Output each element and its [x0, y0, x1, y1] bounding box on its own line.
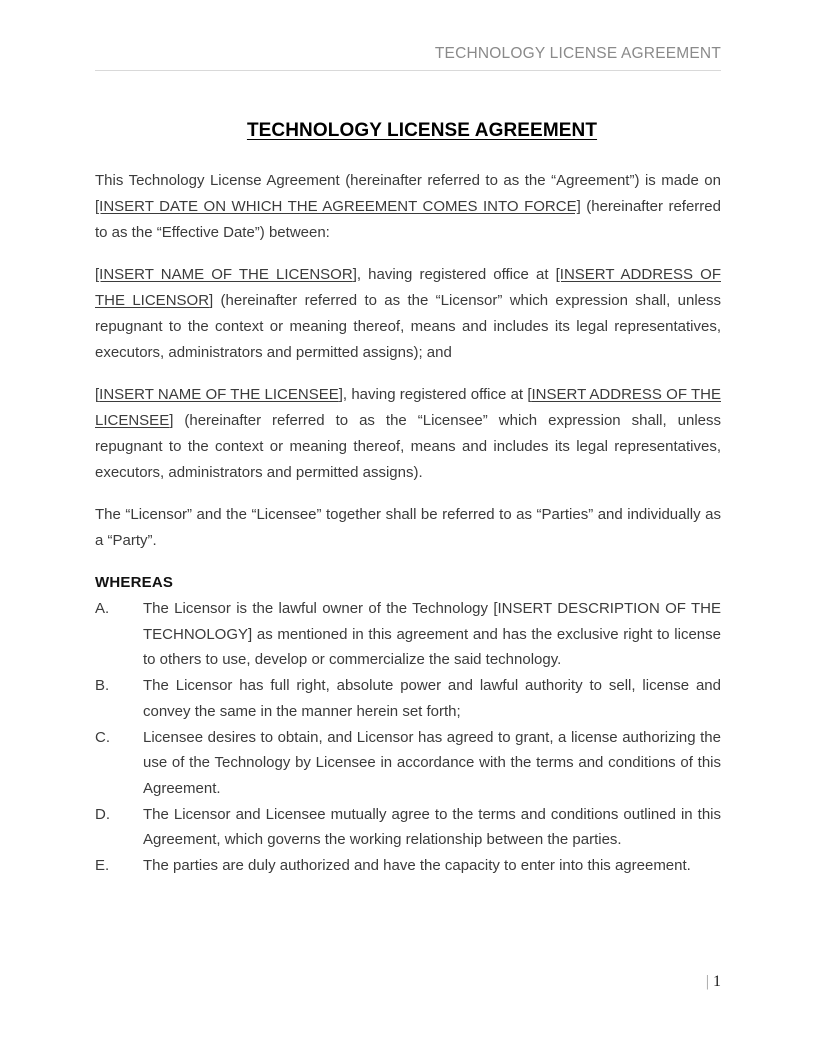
whereas-heading: WHEREAS	[95, 574, 174, 591]
licensor-text-after: ] (hereinafter referred to as the “Licensor” which expression shall, unless repugnant to the context or meaning thereof, means and includes its legal representatives, executors, administrators and permitted assigns); and	[95, 292, 721, 361]
recital-item-e	[95, 853, 721, 879]
running-header-title: TECHNOLOGY LICENSE AGREEMENT	[434, 45, 721, 62]
licensor-text-middle: ], having registered office at	[352, 266, 556, 283]
footer-page-number: 1	[713, 973, 721, 990]
recital-item-d	[95, 802, 721, 853]
document-content	[95, 118, 721, 879]
licensee-text-middle: ], having registered office at [	[338, 386, 532, 403]
paragraph-licensee	[95, 382, 721, 486]
recital-marker-c: C.	[95, 728, 110, 746]
recital-item-c	[95, 725, 721, 802]
page-title	[95, 118, 721, 144]
recitals-list	[95, 596, 721, 879]
placeholder-licensee-name: INSERT NAME OF THE LICENSEE	[99, 386, 339, 403]
placeholder-licensee-address: INSERT ADDRESS OF THE LICENSEE	[95, 386, 721, 429]
recital-text-c: Licensee desires to obtain, and Licensor has agreed to grant, a license authorizing the use of the Technology by Licensee in accordance with the terms and conditions of this Agreement.	[143, 728, 721, 797]
licensee-text-after: ] (hereinafter referred to as the “Licensee” which expression shall, unless repugnant to the context or meaning thereof, means and includes its legal representatives, executors, administrators and permitted assigns).	[95, 412, 721, 481]
placeholder-effective-date: [INSERT DATE ON WHICH THE AGREEMENT COMES INTO FORCE]	[95, 198, 581, 215]
recital-text-d: The Licensor and Licensee mutually agree to the terms and conditions outlined in this Agreement, which governs the working relationship between the parties.	[143, 805, 721, 849]
recital-marker-e: E.	[95, 857, 110, 875]
recital-text-a: The Licensor is the lawful owner of the Technology [INSERT DESCRIPTION OF THE TECHNOLOGY] as mentioned in this agreement and has the exclusive right to license to others to use, develop or commercialize the said technology.	[143, 600, 721, 669]
placeholder-licensor-name: [INSERT NAME OF THE LICENSOR	[95, 266, 353, 283]
recital-marker-a: A.	[95, 600, 110, 617]
preamble-text-after: (hereinafter referred to as the “Effective Date”) between:	[95, 198, 721, 241]
recital-marker-d: D.	[95, 805, 110, 823]
recital-marker-b: B.	[95, 677, 110, 695]
recital-text-e: The parties are duly authorized and have the capacity to enter into this agreement.	[143, 857, 691, 875]
licensee-bracket-open: [	[95, 386, 100, 403]
preamble-text-before: This Technology License Agreement (hereinafter referred to as the “Agreement”) is made on	[95, 172, 721, 189]
recital-item-a	[95, 596, 721, 673]
running-header	[95, 44, 721, 64]
page-footer	[95, 972, 721, 992]
header-divider-rule	[95, 70, 721, 71]
paragraph-preamble	[95, 168, 721, 246]
placeholder-licensor-address: [INSERT ADDRESS OF THE LICENSOR	[95, 266, 721, 309]
recital-item-b	[95, 673, 721, 724]
paragraph-licensor	[95, 262, 721, 366]
footer-separator-bar: |	[705, 973, 709, 990]
paragraph-parties: The “Licensor” and the “Licensee” together shall be referred to as “Parties” and individually as a “Party”.	[95, 506, 721, 549]
page-title-text: TECHNOLOGY LICENSE AGREEMENT	[246, 120, 598, 141]
recital-text-b: The Licensor has full right, absolute power and lawful authority to sell, license and convey the same in the manner herein set forth;	[143, 677, 721, 720]
